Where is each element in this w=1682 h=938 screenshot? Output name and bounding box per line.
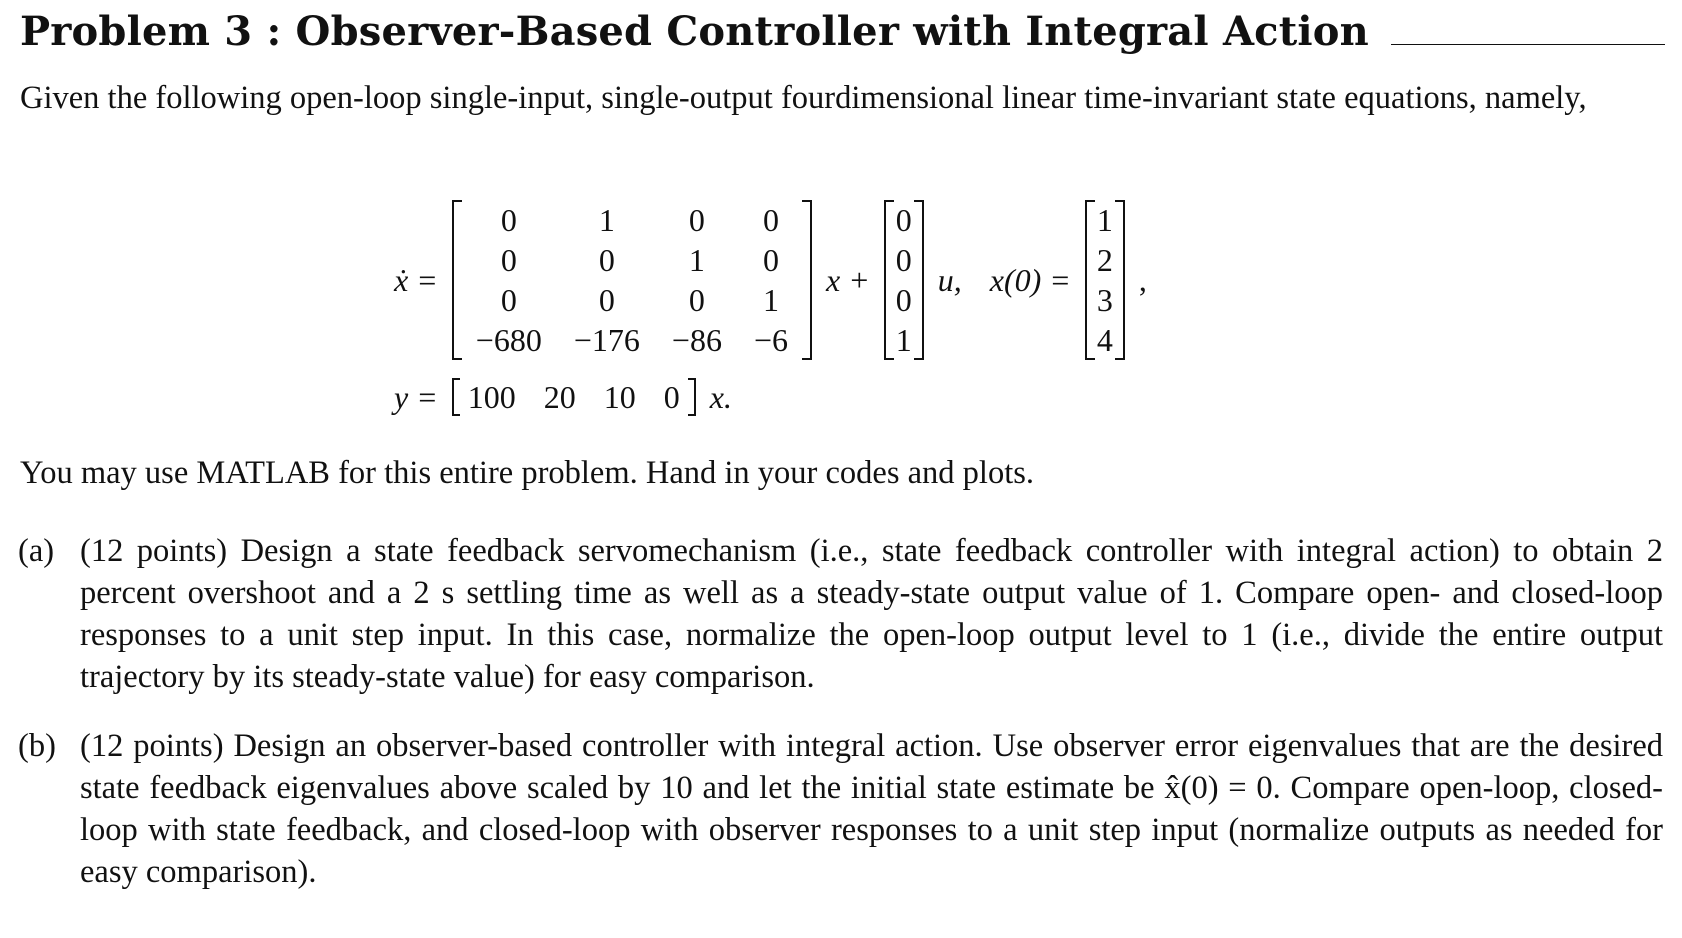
xdot-label: ẋ = (394, 261, 438, 298)
matrix-A-cell: −86 (671, 322, 722, 358)
initial-state-vector (1085, 200, 1125, 360)
matrix-C-cell: 10 (603, 379, 636, 415)
matrix-A-cell: 0 (598, 282, 615, 318)
equation-trailing-comma: , (1138, 261, 1147, 298)
state-equations (380, 185, 1330, 415)
matrix-A-cell: 0 (500, 202, 517, 238)
matrix-A-cell: 0 (688, 202, 705, 238)
matrix-A (452, 200, 812, 360)
part-a (18, 530, 1663, 698)
part-b-label: (b) (18, 728, 56, 764)
u-label: u, (937, 261, 962, 298)
matrix-A-cell: 0 (762, 242, 779, 278)
matrix-A-cell: 1 (688, 242, 705, 278)
part-b-text: (12 points) Design an observer-based controller with integral action. Use observer error eigenvalues that are the desired state feedback eigenvalues above scaled by 10 and let the initial state estimate be x̂(0) = 0. Compare open-loop, closed-loop with state feedback, and closed-loop with observer responses to a unit step input (normalize outputs as needed for easy comparison). (80, 728, 1663, 890)
state-equation-line (380, 185, 1161, 375)
x-period-label: x. (709, 378, 732, 415)
matrix-A-cell: −680 (475, 322, 542, 358)
y-label: y = (394, 378, 438, 415)
heading-rule (1391, 44, 1665, 45)
part-a-text: (12 points) Design a state feedback servomechanism (i.e., state feedback controller with integral action) to obtain 2 percent overshoot and a 2 s settling time as well as a steady-state output value of 1. Compare open- and closed-loop responses to a unit step input. In this case, normalize the open-loop output level to 1 (i.e., divide the entire output trajectory by its steady-state value) for easy comparison. (80, 533, 1663, 695)
matrix-A-cell: 0 (762, 202, 779, 238)
matrix-A-cell: 0 (688, 282, 705, 318)
x0-cell: 1 (1096, 202, 1113, 238)
matrix-C-cell: 20 (543, 379, 576, 415)
matrix-A-cell: 1 (598, 202, 615, 238)
x0-cell: 4 (1096, 322, 1113, 358)
matrix-A-cell: 0 (598, 242, 615, 278)
x0-cell: 3 (1096, 282, 1113, 318)
matrix-A-cell: 0 (500, 242, 517, 278)
x-plus-label: x + (825, 261, 870, 298)
intro-paragraph: Given the following open-loop single-input, single-output fourdimensional linear time-invariant state equations, namely, (20, 80, 1587, 116)
matrix-A-cell: −176 (573, 322, 640, 358)
matrix-B-cell: 0 (895, 202, 912, 238)
part-a-label: (a) (18, 533, 55, 569)
problem-heading: Problem 3 : Observer-Based Controller with Integral Action (20, 8, 1369, 55)
matrix-B-cell: 0 (895, 282, 912, 318)
matrix-B (884, 200, 924, 360)
matrix-B-cell: 1 (895, 322, 912, 358)
x0-label: x(0) = (989, 261, 1071, 298)
heading-row (20, 8, 1665, 55)
matrix-A-cell: 1 (762, 282, 779, 318)
matrix-A-cell: −6 (753, 322, 788, 358)
matrix-C (452, 378, 696, 416)
part-b (18, 725, 1663, 893)
output-equation-line (380, 375, 746, 419)
matrix-C-cell: 0 (663, 379, 680, 415)
matlab-note: You may use MATLAB for this entire problem. Hand in your codes and plots. (20, 455, 1035, 491)
x0-cell: 2 (1096, 242, 1113, 278)
matrix-C-cell: 100 (467, 379, 516, 415)
matrix-B-cell: 0 (895, 242, 912, 278)
matrix-A-cell: 0 (500, 282, 517, 318)
